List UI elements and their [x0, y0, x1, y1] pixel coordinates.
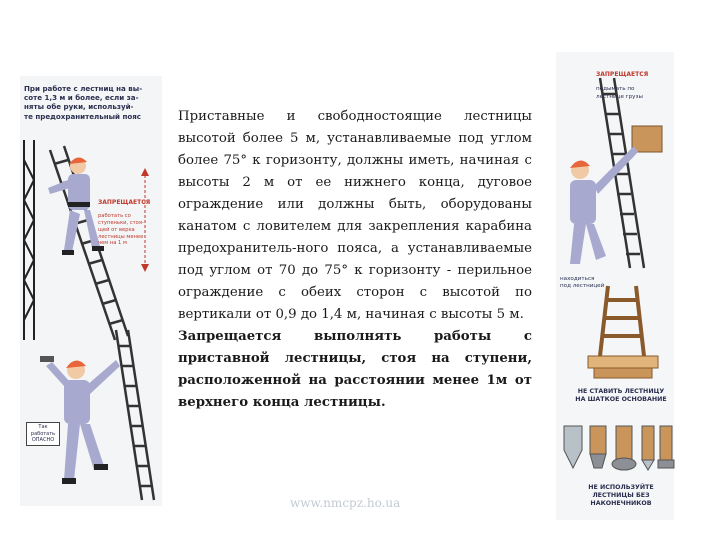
load-warning-heading: ЗАПРЕЩАЕТСЯ: [596, 71, 649, 79]
belt-instruction-caption: При работе с лестниц на вы- соте 1,3 м и более, если за- няты обе руки, используй- те предохранительный пояс: [24, 84, 143, 121]
prohibition-paragraph: Запрещается выполнять работы с приставной лестницы, стоя на ступени, расположенной на расстоянии менее 1м от верхнего конца лестницы.: [178, 329, 532, 410]
ladder-tips-illustration: [560, 420, 676, 476]
shaky-base-illustration: [586, 286, 666, 386]
load-warning-text: подымать по лестнице грузы: [596, 86, 643, 100]
top-step-warning-heading: ЗАПРЕЩАЕТСЯ: [98, 198, 151, 206]
under-ladder-caption: находиться под лестницей: [560, 276, 605, 290]
worker-on-ladder-danger-illustration: [24, 330, 162, 500]
top-step-warning-caption: [98, 192, 162, 254]
footer-url: www.nmcpz.ho.ua: [290, 496, 401, 510]
no-tips-warning: НЕ ИСПОЛЬЗУЙТЕ ЛЕСТНИЦЫ БЕЗ НАКОНЕЧНИКОВ: [588, 484, 654, 508]
ladder-requirements-paragraph: Приставные и свободностоящие лестницы высотой более 5 м, устанавливаемые под углом более 75° к горизонту, должны иметь, начиная с высоты 2 м от ее нижнего конца, дуговое ограждение или должны быть, оборудованы канатом с ловителем для закрепления карабина предохранитель-ного пояса, а устанавливаемые под углом от 70 до 75° к горизонту - перильное ограждение с обеих сторон с высотой по вертикали от 0,9 до 1,4 м, начиная с высоты 5 м.: [178, 109, 532, 322]
ladder-safety-text: [178, 106, 532, 414]
top-step-warning-text: работать со ступеньки, стоя- щей от верха лестницы менее чем на 1 м: [98, 213, 144, 247]
load-warning-caption: [596, 64, 686, 108]
shaky-base-warning: НЕ СТАВИТЬ ЛЕСТНИЦУ НА ШАТКОЕ ОСНОВАНИЕ: [575, 388, 667, 404]
danger-sign: Так работать ОПАСНО: [26, 422, 60, 446]
